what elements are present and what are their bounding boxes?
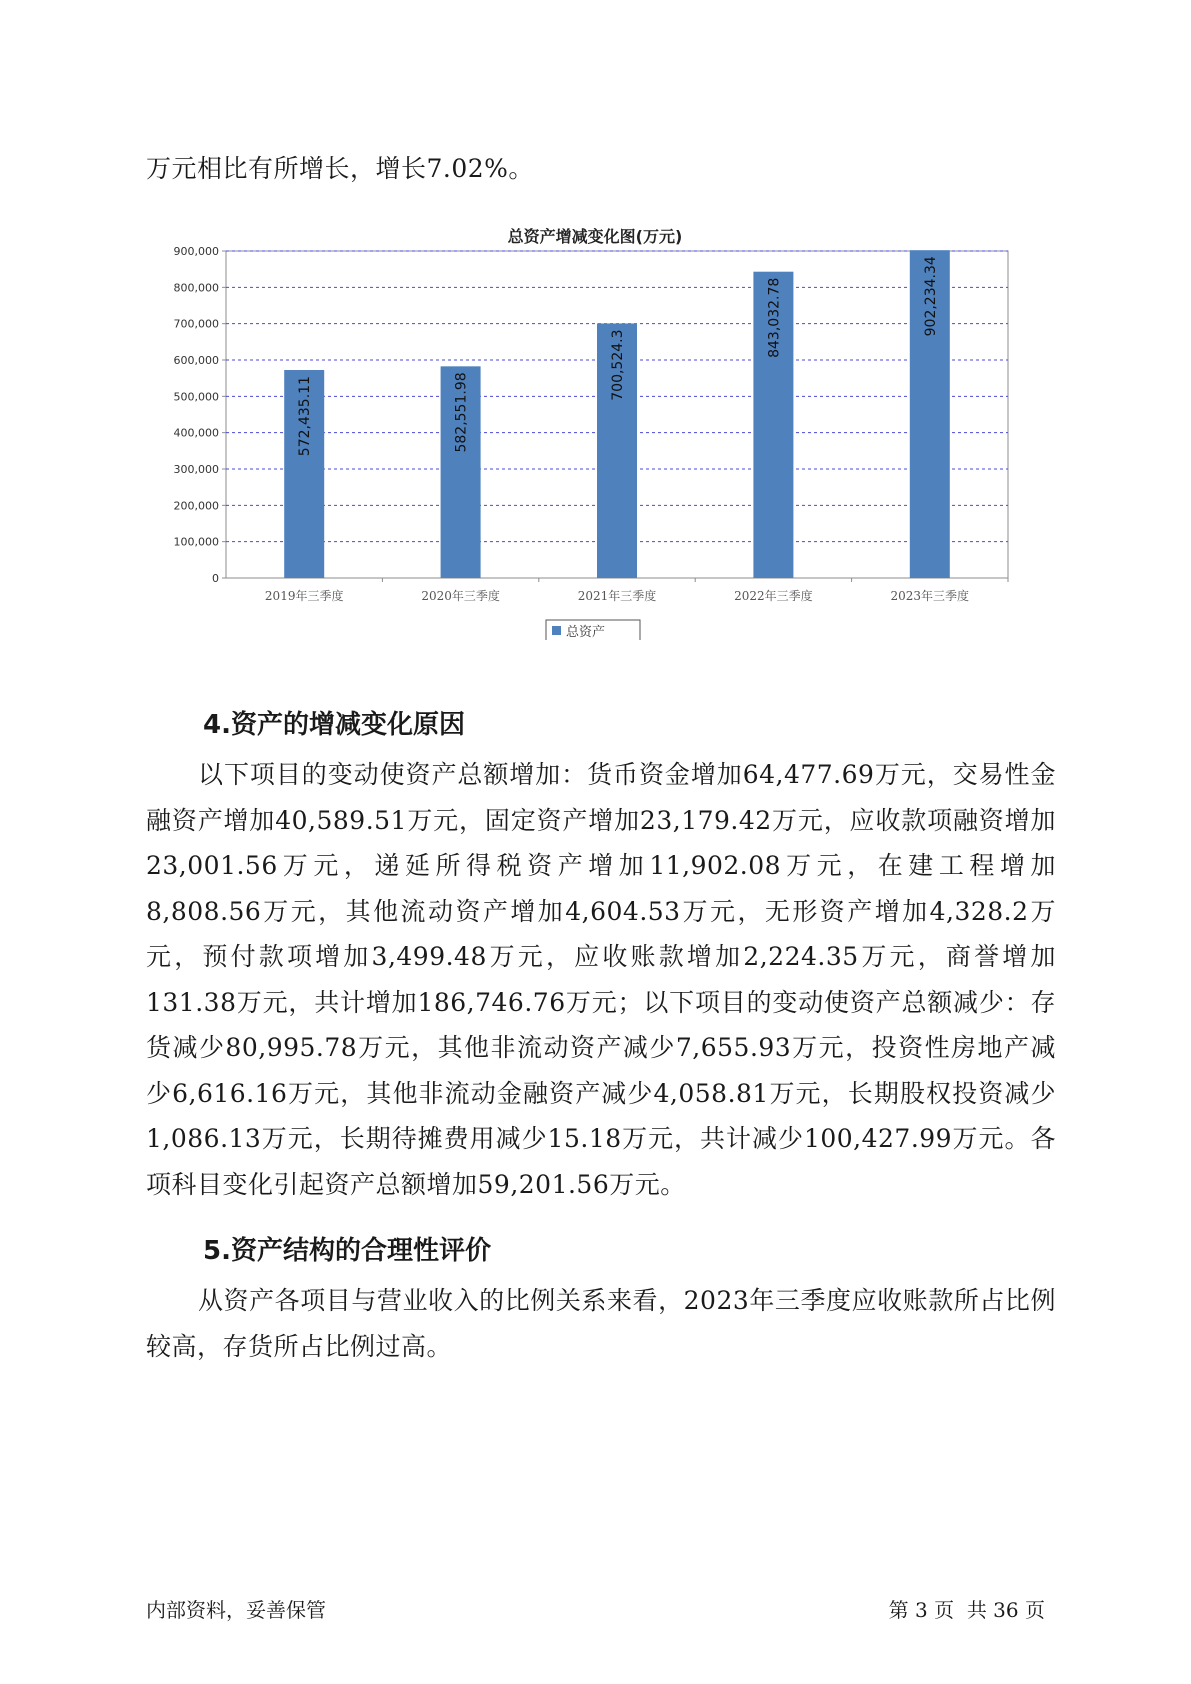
y-tick-label: 200,000	[173, 499, 219, 513]
bar-value-label: 902,234.34	[922, 256, 939, 337]
legend	[546, 620, 640, 640]
section-4-heading: 4.资产的增减变化原因	[203, 710, 465, 740]
section-5-heading: 5.资产结构的合理性评价	[203, 1236, 491, 1266]
y-tick-label: 900,000	[173, 245, 219, 258]
intro-paragraph-tail: 万元相比有所增长，增长7.02%。	[146, 154, 534, 183]
x-tick-label: 2019年三季度	[264, 589, 344, 603]
legend-swatch	[552, 626, 561, 635]
bar-value-label: 843,032.78	[766, 277, 783, 358]
x-axis	[265, 578, 1008, 603]
footer-page-number: 第 3 页 共 36 页	[888, 1598, 1045, 1622]
y-tick-label: 100,000	[173, 535, 219, 549]
y-axis	[174, 245, 227, 585]
y-tick-label: 600,000	[173, 354, 219, 367]
section-4-body: 以下项目的变动使资产总额增加：货币资金增加64,477.69万元，交易性金融资产增加40,589.51万元，固定资产增加23,179.42万元，应收款项融资增加23,001.56万元，递延所得税资产增加11,902.08万元，在建工程增加8,808.56万元，其他流动资产增加4,604.53万元，无形资产增加4,328.2万元，预付款项增加3,499.48万元，应收账款增加2,224.35万元，商誉增加131.38万元，共计增加186,746.76万元；以下项目的变动使资产总额减少：存货减少80,995.78万元，其他非流动资产减少7,655.93万元，投资性房地产减少6,616.16万元，其他非流动金融资产减少4,058.81万元，长期股权投资减少1,086.13万元，长期待摊费用减少15.18万元，共计减少100,427.99万元。各项科目变化引起资产总额增加59,201.56万元。	[146, 760, 1056, 1199]
y-tick-label: 700,000	[173, 317, 219, 331]
y-tick-label: 0	[212, 572, 219, 585]
x-tick-label: 2022年三季度	[734, 589, 813, 603]
bar-value-label: 572,435.11	[297, 376, 314, 457]
y-tick-label: 500,000	[173, 390, 219, 404]
x-tick-label: 2020年三季度	[421, 589, 500, 603]
x-tick-label: 2021年三季度	[577, 589, 657, 603]
chart-title: 总资产增减变化图(万元)	[507, 227, 683, 246]
y-tick-label: 300,000	[173, 463, 219, 476]
total-assets-bar-chart	[160, 220, 1030, 640]
y-tick-label: 400,000	[173, 426, 219, 440]
y-tick-label: 800,000	[173, 281, 219, 295]
bar-value-label: 582,551.98	[453, 372, 470, 453]
footer-confidential-note: 内部资料，妥善保管	[146, 1598, 326, 1622]
legend-label: 总资产	[566, 625, 606, 640]
section-5-body: 从资产各项目与营业收入的比例关系来看，2023年三季度应收账款所占比例较高，存货所占比例过高。	[146, 1286, 1056, 1361]
x-tick-label: 2023年三季度	[890, 589, 970, 603]
bar-value-label: 700,524.3	[610, 329, 626, 401]
